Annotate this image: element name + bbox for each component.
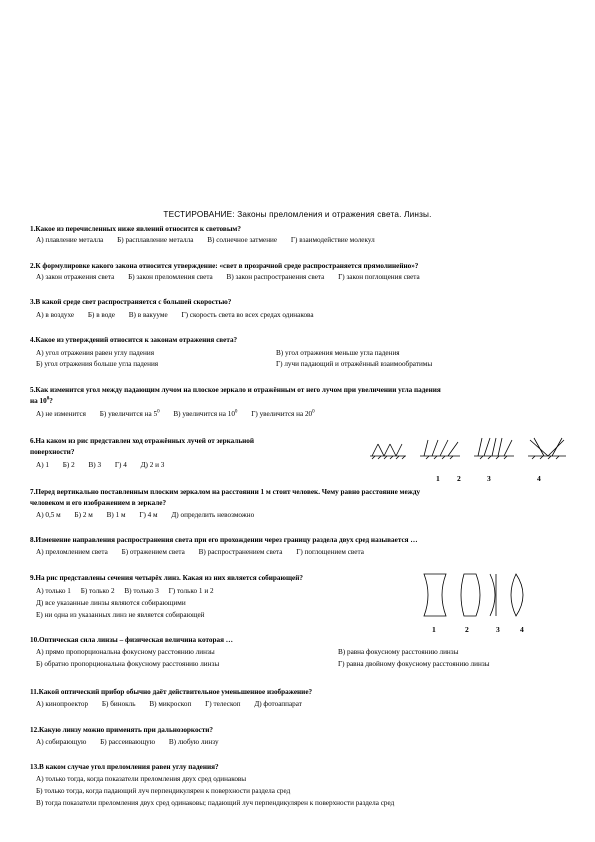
option[interactable]: В) только 3: [124, 587, 159, 595]
question-6: 6.На каком из рис представлен ход отражённых лучей от зеркальной: [30, 437, 255, 445]
option[interactable]: Б) расплавление металла: [117, 236, 194, 244]
option[interactable]: Г) только 1 и 2: [168, 587, 214, 595]
option[interactable]: В) увеличится на $10^0$: [173, 409, 238, 418]
question-7-options: [36, 511, 266, 519]
option[interactable]: В) 3: [88, 461, 102, 469]
option[interactable]: Б) отражением света: [121, 548, 185, 556]
figure-label: 1: [432, 625, 436, 634]
question-9: 9.На рис представлены сечения четырёх линз. Какая из них является собирающей?: [30, 574, 303, 582]
question-10: 10.Оптическая сила линзы – физическая величина которая …: [30, 636, 233, 644]
reflection-figure: [368, 434, 568, 460]
option[interactable]: В) солнечное затмение: [207, 236, 278, 244]
option[interactable]: Д) все указанные линзы являются собирающими: [36, 599, 186, 607]
option[interactable]: А) в воздухе: [36, 311, 75, 319]
option[interactable]: Г) поглощением света: [296, 548, 364, 556]
reflection-diagram-2: [420, 440, 460, 459]
question-5: 5.Как изменится угол между падающим лучом на плоское зеркало и отражённым от него лучом при увеличении угла падения: [30, 386, 441, 394]
option[interactable]: Д) определить невозможно: [171, 511, 255, 519]
option[interactable]: А) только тогда, когда показатели преломления двух сред одинаковы: [36, 775, 247, 783]
option[interactable]: В) микроскоп: [149, 700, 192, 708]
option[interactable]: А) прямо пропорциональна фокусному расстоянию линзы: [36, 648, 215, 656]
option[interactable]: Б) бинокль: [101, 700, 136, 708]
question-12-options: [36, 738, 231, 746]
question-6-options: [36, 461, 176, 469]
question-11-options: [36, 700, 314, 708]
question-8: 8.Изменение направления распространения света при его прохождении через границу раздела двух сред называется …: [30, 536, 418, 544]
figure-label: 2: [465, 625, 469, 634]
question-4: 4.Какое из утверждений относится к законам отражения света?: [30, 336, 238, 344]
option[interactable]: Г) равна двойному фокусному расстоянию линзы: [338, 660, 490, 668]
question-9-options: [36, 587, 222, 595]
question-7-continued: человеком и его изображением в зеркале?: [30, 499, 167, 507]
lens-2: [461, 574, 480, 616]
option[interactable]: Б) рассеивающую: [100, 738, 156, 746]
question-5-options: [36, 410, 327, 418]
question-8-options: [36, 548, 376, 556]
option[interactable]: А) плавление металла: [36, 236, 104, 244]
lenses-figure: [420, 570, 545, 620]
option[interactable]: А) собирающую: [36, 738, 87, 746]
option[interactable]: В) распространением света: [198, 548, 283, 556]
reflection-diagram-4: [528, 438, 566, 459]
option[interactable]: Д) 2 и 3: [140, 461, 165, 469]
option[interactable]: Г) телескоп: [205, 700, 241, 708]
option[interactable]: Д) фотоаппарат: [254, 700, 302, 708]
question-1: 1.Какое из перечисленных ниже явлений относится к световым?: [30, 225, 241, 233]
option[interactable]: Б) в воде: [87, 311, 115, 319]
option[interactable]: Г) скорость света во всех средах одинакова: [181, 311, 314, 319]
page-title: ТЕСТИРОВАНИЕ: Законы преломления и отражения света. Линзы.: [163, 210, 432, 219]
lens-1: [424, 574, 446, 616]
option[interactable]: Б) увеличится на $5^0$: [99, 409, 160, 418]
reflection-diagram-1: [370, 444, 406, 459]
option[interactable]: В) в вакууме: [128, 311, 168, 319]
question-3: 3.В какой среде свет распространяется с большей скоростью?: [30, 298, 232, 306]
option[interactable]: В) тогда показатели преломления двух сред одинаковы; падающий луч перпендикулярен к поверхности раздела сред: [36, 799, 395, 807]
option[interactable]: Б) 2: [62, 461, 75, 469]
option[interactable]: А) угол отражения равен углу падения: [36, 349, 154, 357]
option[interactable]: Г) лучи падающий и отражённый взаимообратимы: [276, 360, 433, 368]
question-2-options: [36, 273, 432, 281]
option[interactable]: В) угол отражения меньше угла падения: [276, 349, 400, 357]
option[interactable]: Е) ни одна из указанных линз не является собирающей: [36, 611, 205, 619]
option[interactable]: Б) 2 м: [74, 511, 93, 519]
option[interactable]: Г) взаимодействие молекул: [290, 236, 375, 244]
option[interactable]: В) равна фокусному расстоянию линзы: [338, 648, 459, 656]
option[interactable]: Г) 4 м: [139, 511, 158, 519]
option[interactable]: В) 1 м: [106, 511, 126, 519]
option[interactable]: А) преломлением света: [36, 548, 108, 556]
option[interactable]: Б) обратно пропорциональна фокусному расстоянию линзы: [36, 660, 220, 668]
question-3-options: [36, 311, 326, 319]
option[interactable]: Б) угол отражения больше угла падения: [36, 360, 159, 368]
option[interactable]: Б) только 2: [80, 587, 115, 595]
question-2: 2.К формулировке какого закона относится утверждение: «свет в прозрачной среде распространяется прямолинейно»?: [30, 262, 419, 270]
question-7: 7.Перед вертикально поставленным плоским зеркалом на расстоянии 1 м стоит человек. Чему равно расстояние между: [30, 488, 421, 496]
option[interactable]: А) только 1: [36, 587, 71, 595]
question-11: 11.Какой оптический прибор обычно даёт действительное уменьшенное изображение?: [30, 688, 313, 696]
question-12: 12.Какую линзу можно применять при дальнозоркости?: [30, 726, 214, 734]
figure-label: 2: [457, 474, 461, 483]
option[interactable]: Г) 4: [114, 461, 127, 469]
option[interactable]: А) 1: [36, 461, 49, 469]
figure-label: 4: [537, 474, 541, 483]
option[interactable]: Г) увеличится на $20^0$: [251, 409, 315, 418]
question-13: 13.В каком случае угол преломления равен углу падения?: [30, 763, 219, 771]
question-6-continued: поверхности?: [30, 448, 75, 456]
option[interactable]: Б) закон преломления света: [128, 273, 213, 281]
option[interactable]: В) любую линзу: [168, 738, 219, 746]
reflection-diagram-3: [474, 438, 514, 459]
option[interactable]: Б) только тогда, когда падающий луч перпендикулярен к поверхности раздела сред: [36, 787, 291, 795]
option[interactable]: Г) закон поглощения света: [338, 273, 420, 281]
option[interactable]: А) не изменится: [36, 410, 86, 418]
figure-label: 3: [496, 625, 500, 634]
figure-label: 4: [520, 625, 524, 634]
option[interactable]: В) закон распространения света: [226, 273, 325, 281]
question-1-options: [36, 236, 387, 244]
lens-4: [511, 574, 523, 616]
figure-label: 1: [436, 474, 440, 483]
lens-3: [490, 574, 496, 616]
question-5-continued: на $10^0$?: [30, 396, 53, 405]
option[interactable]: А) закон отражения света: [36, 273, 115, 281]
option[interactable]: А) кинопроектор: [36, 700, 89, 708]
figure-label: 3: [487, 474, 491, 483]
option[interactable]: А) 0,5 м: [36, 511, 61, 519]
